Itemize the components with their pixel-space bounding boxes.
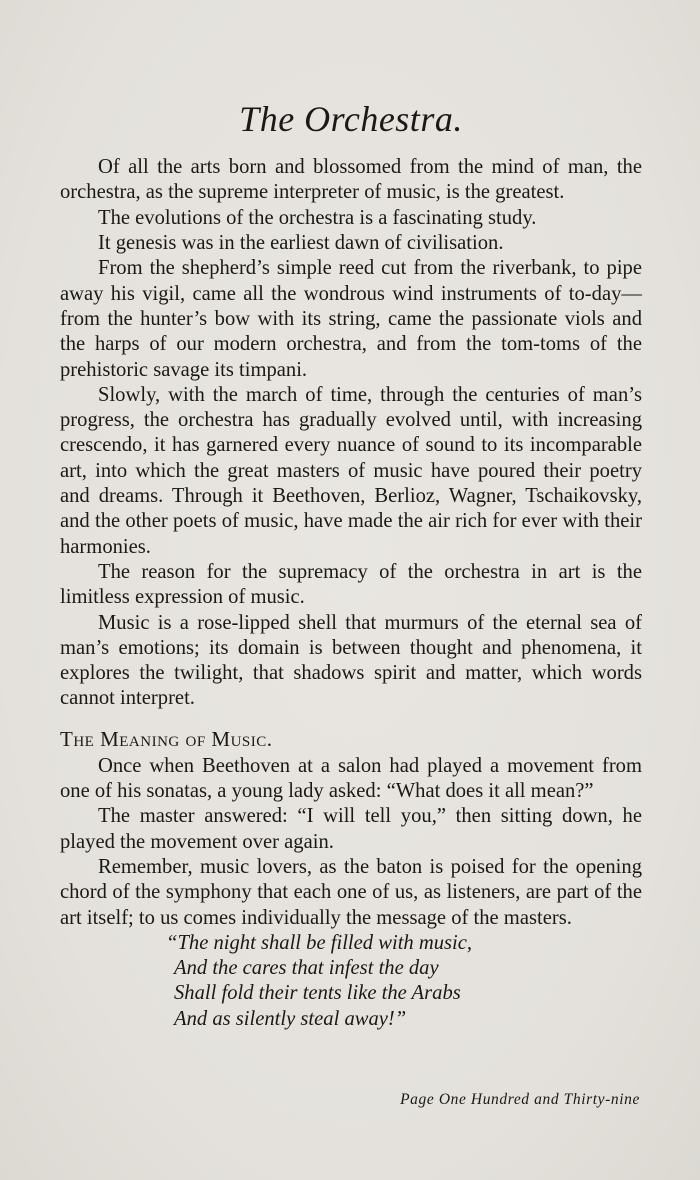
paragraph: Music is a rose-lipped shell that murmurs of the eternal sea of man’s emotions; its domain is between thought and phenomena, it explores the twilight, that shadows spirit and matter, which words cannot interpret. <box>60 611 642 710</box>
poem-line: Shall fold their tents like the Arabs <box>174 982 461 1005</box>
paragraph: The master answered: “I will tell you,” then sitting down, he played the movement over again. <box>60 805 642 853</box>
poem-line: And as silently steal away!” <box>174 1007 407 1030</box>
poem-line: And the cares that infest the day <box>174 957 439 980</box>
page-title: The Orchestra. <box>239 99 463 139</box>
paragraph: Once when Beethoven at a salon had played a movement from one of his sonatas, a young lady asked: “What does it all mean?” <box>60 754 642 803</box>
poem-line: “The night shall be filled with music, <box>166 931 473 954</box>
paragraph: The reason for the supremacy of the orchestra in art is the limitless expression of music. <box>60 560 642 609</box>
section-text <box>60 754 642 931</box>
paragraph: Of all the arts born and blossomed from the mind of man, the orchestra, as the supreme interpreter of music, is the greatest. <box>60 156 642 204</box>
paragraph: Slowly, with the march of time, through the centuries of man’s progress, the orchestra has gradually evolved until, with increasing crescendo, it has garnered every nuance of sound to its incomparable art, into which the great masters of music have poured their poetry and dreams. Through it Beethoven, Berlioz, Wagner, Tschaikovsky, and the other poets of music, have made the air rich for ever with their harmonies. <box>60 383 642 558</box>
poem-quote <box>166 931 642 1032</box>
paragraph: It genesis was in the earliest dawn of civilisation. <box>98 232 504 255</box>
paragraph: Remember, music lovers, as the baton is poised for the opening chord of the symphony that each one of us, as listeners, are part of the art itself; to us comes individually the message of the masters. <box>60 855 642 929</box>
paragraph: From the shepherd’s simple reed cut from the riverbank, to pipe away his vigil, came all the wondrous wind instruments of to-day—from the hunter’s bow with its string, came the passionate viols and the harps of our modern orchestra, and from the tom-toms of the prehistoric savage its timpani. <box>60 257 642 381</box>
main-text <box>60 155 642 712</box>
paragraph: The evolutions of the orchestra is a fascinating study. <box>98 206 537 229</box>
page-number-footer: Page One Hundred and Thirty-nine <box>400 1091 640 1108</box>
section-heading: The Meaning of Music. <box>60 726 273 751</box>
